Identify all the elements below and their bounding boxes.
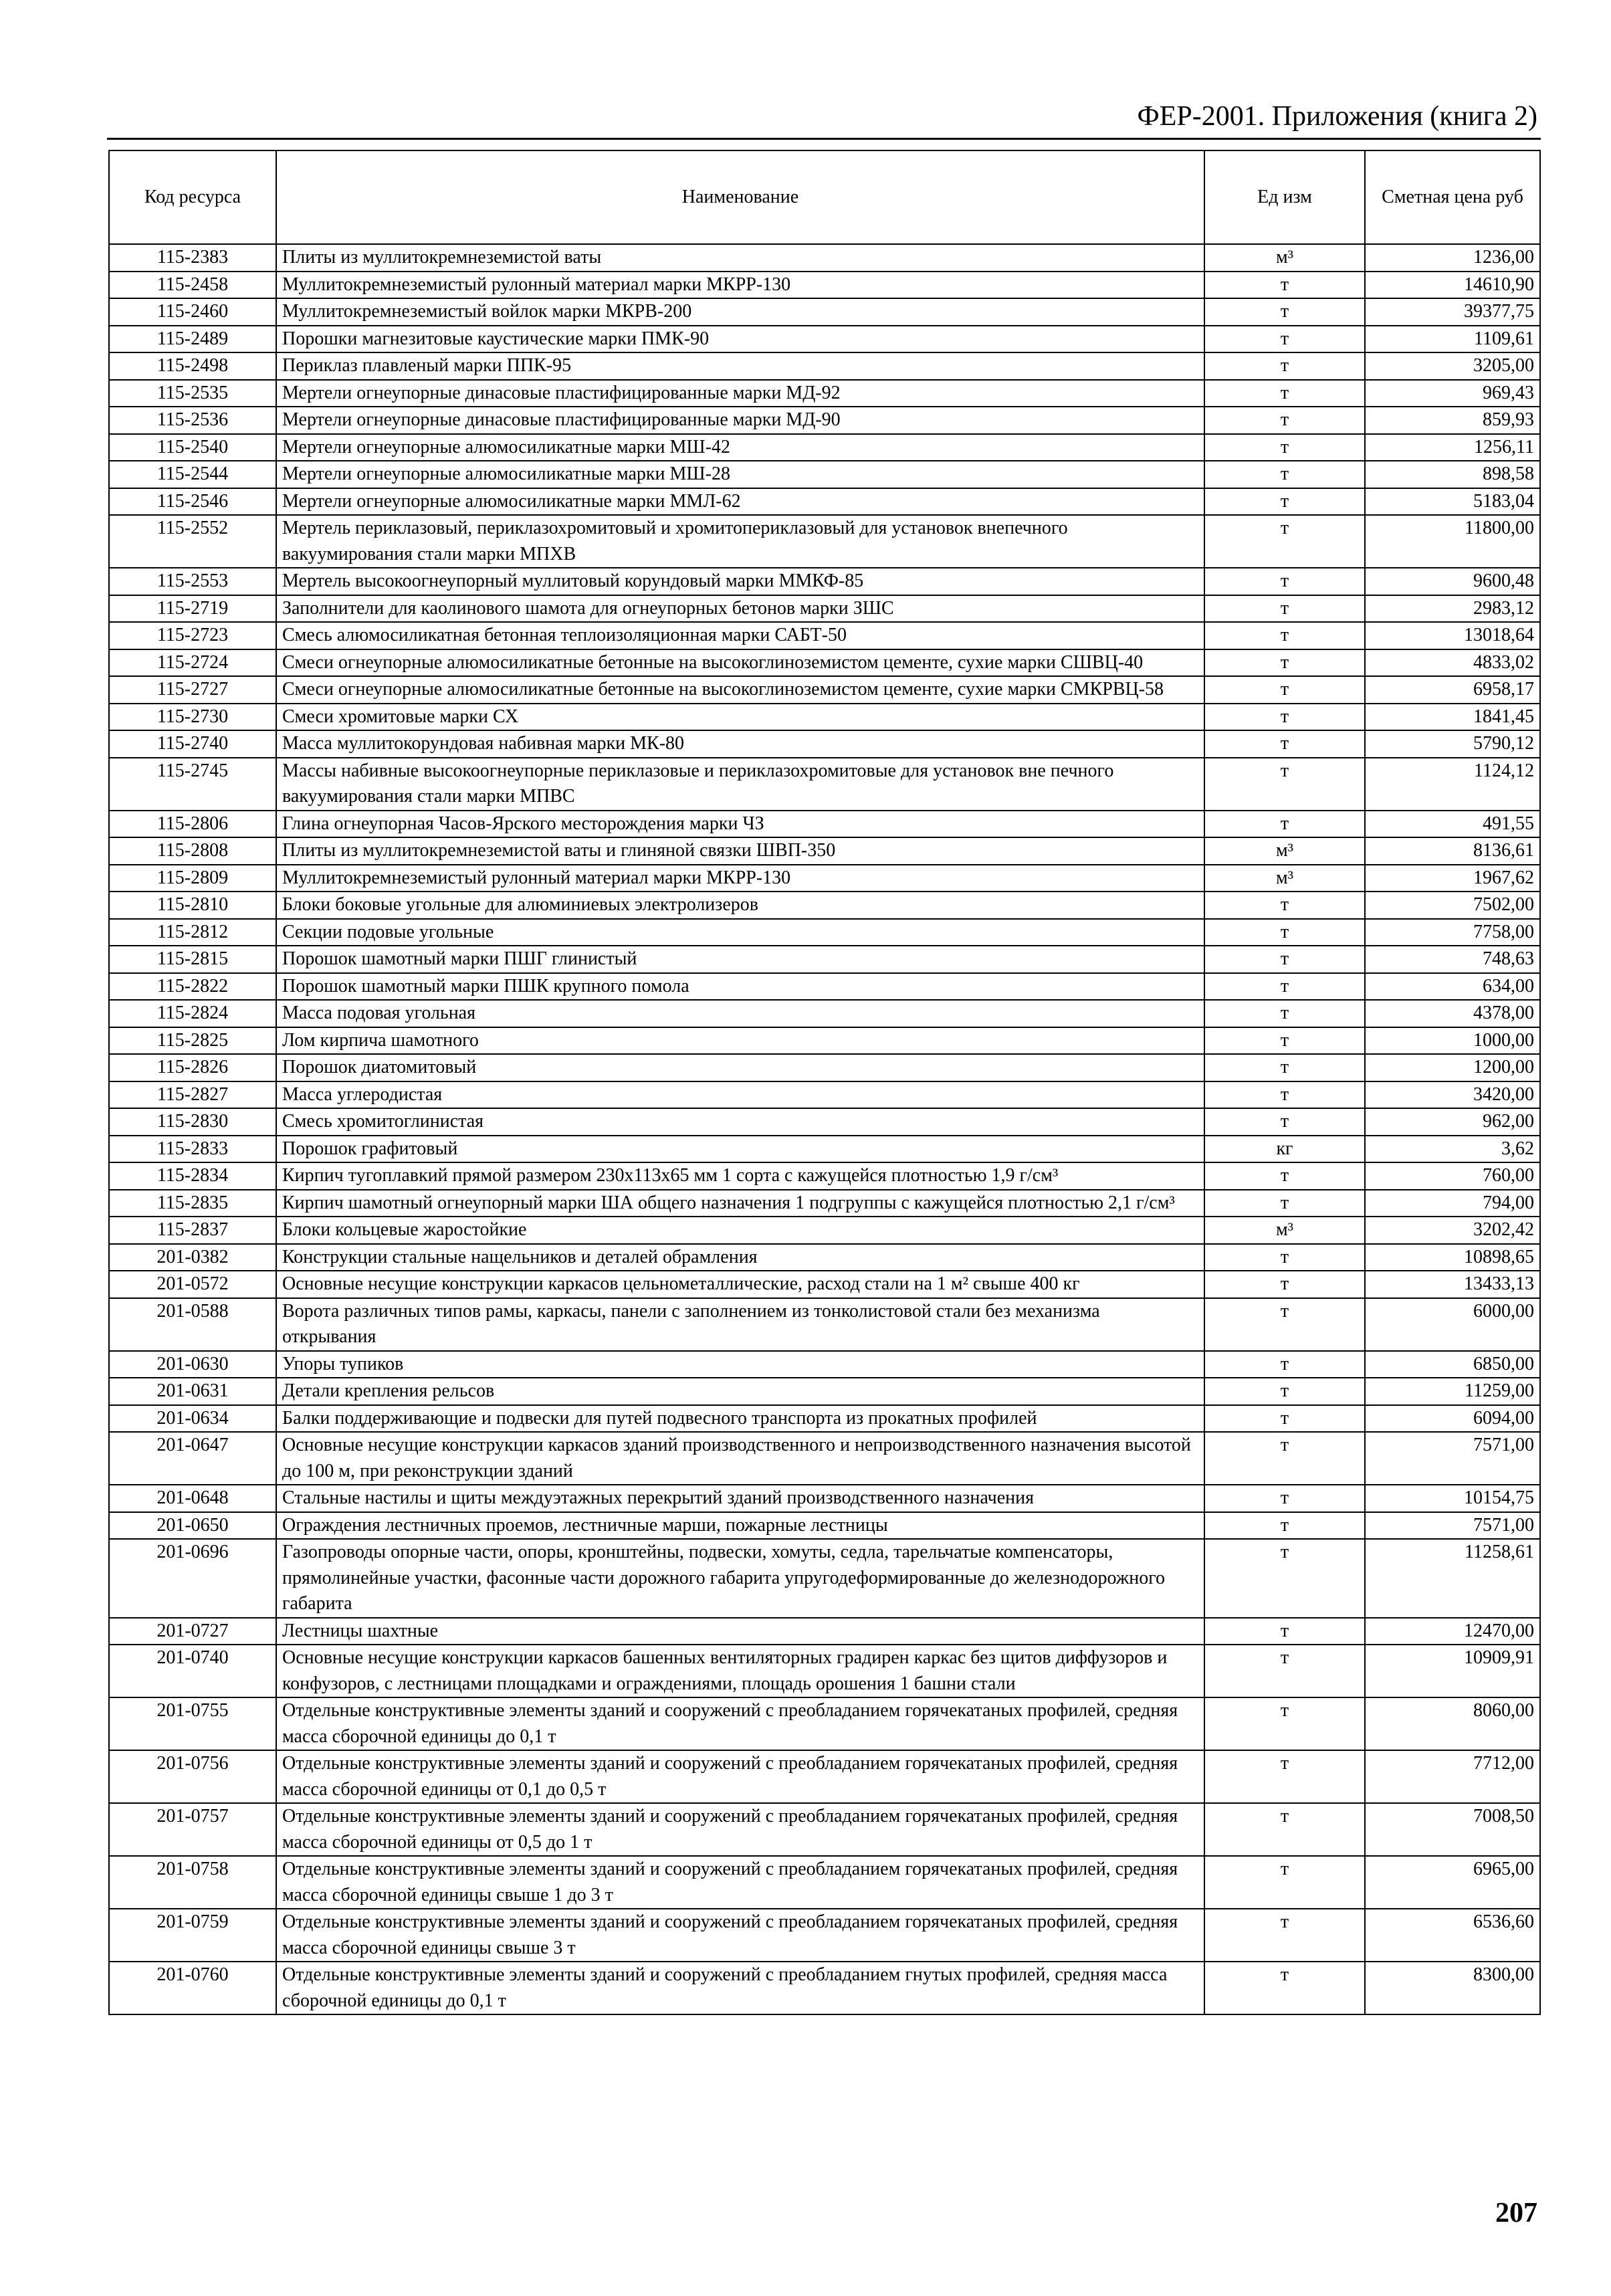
cell-unit: т [1204,1000,1365,1027]
cell-unit: т [1204,973,1365,1001]
cell-name: Мертели огнеупорные алюмосиликатные марки ММЛ-62 [276,488,1204,516]
table-row [109,730,1540,758]
cell-price: 5790,12 [1365,730,1540,758]
cell-name: Мертели огнеупорные динасовые пластифицированные марки МД-90 [276,407,1204,434]
table-body [109,244,1540,2014]
cell-unit: т [1204,622,1365,649]
table-row [109,1081,1540,1109]
cell-price: 7571,00 [1365,1432,1540,1485]
cell-unit: т [1204,461,1365,488]
cell-name: Заполнители для каолинового шамота для огнеупорных бетонов марки ЗШС [276,595,1204,623]
table-row [109,1054,1540,1081]
cell-price: 634,00 [1365,973,1540,1001]
cell-unit: т [1204,1162,1365,1190]
cell-price: 11258,61 [1365,1539,1540,1618]
cell-code: 115-2552 [109,515,276,568]
table-row [109,1271,1540,1298]
cell-name: Газопроводы опорные части, опоры, кронштейны, подвески, хомуты, седла, тарельчатые компенсаторы, прямолинейные участки, фасонные части дорожного габарита упругодеформированные до железнодорожного габарита [276,1539,1204,1618]
cell-name: Масса муллитокорундовая набивная марки МК-80 [276,730,1204,758]
cell-price: 6094,00 [1365,1405,1540,1433]
cell-price: 10898,65 [1365,1244,1540,1271]
cell-unit: т [1204,407,1365,434]
cell-unit: т [1204,380,1365,407]
cell-unit: т [1204,1750,1365,1803]
cell-name: Отдельные конструктивные элементы зданий и сооружений с преобладанием горячекатаных профилей, средняя масса сборочной единицы от 0,5 до 1 т [276,1803,1204,1856]
table-row [109,407,1540,434]
table-row [109,1645,1540,1697]
table-row [109,326,1540,353]
cell-unit: т [1204,595,1365,623]
cell-price: 1256,11 [1365,434,1540,461]
cell-code: 201-0588 [109,1298,276,1351]
cell-price: 6958,17 [1365,676,1540,704]
cell-name: Детали крепления рельсов [276,1378,1204,1405]
header-rule [107,138,1541,140]
cell-price: 1236,00 [1365,244,1540,272]
cell-name: Порошок шамотный марки ПШГ глинистый [276,946,1204,973]
cell-code: 115-2723 [109,622,276,649]
table-row [109,1856,1540,1909]
table-row [109,865,1540,892]
cell-name: Ворота различных типов рамы, каркасы, панели с заполнением из тонколистовой стали без механизма открывания [276,1298,1204,1351]
cell-code: 201-0758 [109,1856,276,1909]
cell-name: Муллитокремнеземистый рулонный материал марки МКРР-130 [276,865,1204,892]
cell-unit: т [1204,488,1365,516]
cell-unit: кг [1204,1136,1365,1163]
cell-price: 39377,75 [1365,298,1540,326]
cell-unit: т [1204,272,1365,299]
cell-code: 201-0759 [109,1909,276,1962]
cell-price: 969,43 [1365,380,1540,407]
cell-price: 6000,00 [1365,1298,1540,1351]
cell-price: 491,55 [1365,811,1540,838]
cell-unit: т [1204,434,1365,461]
column-header-name: Наименование [276,150,1204,244]
cell-name: Ограждения лестничных проемов, лестничные марши, пожарные лестницы [276,1512,1204,1540]
table-row [109,622,1540,649]
table-row [109,649,1540,677]
cell-code: 115-2553 [109,568,276,595]
cell-unit: т [1204,1856,1365,1909]
cell-unit: т [1204,1485,1365,1512]
cell-unit: т [1204,1645,1365,1697]
cell-price: 6965,00 [1365,1856,1540,1909]
table-row [109,352,1540,380]
cell-price: 5183,04 [1365,488,1540,516]
cell-unit: т [1204,298,1365,326]
table-row [109,811,1540,838]
cell-code: 115-2489 [109,326,276,353]
cell-price: 11800,00 [1365,515,1540,568]
cell-code: 115-2727 [109,676,276,704]
cell-unit: т [1204,1405,1365,1433]
cell-price: 7571,00 [1365,1512,1540,1540]
cell-code: 115-2834 [109,1162,276,1190]
cell-code: 201-0650 [109,1512,276,1540]
cell-name: Секции подовые угольные [276,919,1204,946]
cell-price: 9600,48 [1365,568,1540,595]
cell-name: Мертели огнеупорные динасовые пластифицированные марки МД-92 [276,380,1204,407]
cell-code: 201-0634 [109,1405,276,1433]
cell-unit: т [1204,515,1365,568]
cell-price: 1200,00 [1365,1054,1540,1081]
cell-name: Блоки боковые угольные для алюминиевых электролизеров [276,892,1204,919]
cell-price: 8136,61 [1365,837,1540,865]
cell-code: 201-0760 [109,1962,276,2014]
table-row [109,676,1540,704]
table-row [109,1618,1540,1645]
table-header-row [109,150,1540,244]
cell-code: 115-2544 [109,461,276,488]
cell-name: Отдельные конструктивные элементы зданий и сооружений с преобладанием горячекатаных профилей, средняя масса сборочной единицы свыше 1 до 3 т [276,1856,1204,1909]
cell-name: Кирпич тугоплавкий прямой размером 230х113х65 мм 1 сорта с кажущейся плотностью 1,9 г/см³ [276,1162,1204,1190]
cell-price: 1841,45 [1365,704,1540,731]
cell-code: 201-0630 [109,1351,276,1378]
cell-unit: т [1204,568,1365,595]
cell-name: Мертель высокоогнеупорный муллитовый корундовый марки ММКФ-85 [276,568,1204,595]
cell-code: 201-0648 [109,1485,276,1512]
table-row [109,1378,1540,1405]
page-number: 207 [1495,2198,1537,2228]
cell-unit: т [1204,1909,1365,1962]
cell-name: Отдельные конструктивные элементы зданий и сооружений с преобладанием гнутых профилей, средняя масса сборочной единицы до 0,1 т [276,1962,1204,2014]
cell-code: 115-2822 [109,973,276,1001]
table-row [109,973,1540,1001]
cell-unit: т [1204,1697,1365,1750]
cell-name: Глина огнеупорная Часов-Ярского месторождения марки ЧЗ [276,811,1204,838]
cell-code: 115-2540 [109,434,276,461]
cell-price: 962,00 [1365,1108,1540,1136]
cell-price: 1124,12 [1365,758,1540,811]
cell-code: 115-2536 [109,407,276,434]
cell-unit: т [1204,1378,1365,1405]
cell-price: 10154,75 [1365,1485,1540,1512]
cell-price: 6536,60 [1365,1909,1540,1962]
cell-code: 115-2535 [109,380,276,407]
cell-name: Блоки кольцевые жаростойкие [276,1217,1204,1244]
cell-unit: т [1204,1271,1365,1298]
cell-name: Муллитокремнеземистый рулонный материал марки МКРР-130 [276,272,1204,299]
cell-unit: т [1204,704,1365,731]
cell-name: Отдельные конструктивные элементы зданий и сооружений с преобладанием горячекатаных профилей, средняя масса сборочной единицы от 0,1 до 0,5 т [276,1750,1204,1803]
table-row [109,1217,1540,1244]
cell-name: Отдельные конструктивные элементы зданий и сооружений с преобладанием горячекатаных профилей, средняя масса сборочной единицы до 0,1 т [276,1697,1204,1750]
table-row [109,1750,1540,1803]
table-row [109,1027,1540,1055]
cell-unit: т [1204,1512,1365,1540]
cell-name: Порошки магнезитовые каустические марки ПМК-90 [276,326,1204,353]
cell-name: Порошок диатомитовый [276,1054,1204,1081]
cell-unit: т [1204,946,1365,973]
cell-name: Лом кирпича шамотного [276,1027,1204,1055]
cell-price: 14610,90 [1365,272,1540,299]
cell-code: 115-2837 [109,1217,276,1244]
cell-name: Периклаз плавленый марки ППК-95 [276,352,1204,380]
cell-unit: т [1204,811,1365,838]
cell-unit: т [1204,649,1365,677]
cell-price: 760,00 [1365,1162,1540,1190]
cell-code: 201-0755 [109,1697,276,1750]
table-row [109,837,1540,865]
cell-code: 115-2498 [109,352,276,380]
cell-code: 115-2458 [109,272,276,299]
table-row [109,1351,1540,1378]
cell-unit: т [1204,1618,1365,1645]
cell-name: Масса подовая угольная [276,1000,1204,1027]
cell-price: 1000,00 [1365,1027,1540,1055]
cell-code: 201-0647 [109,1432,276,1485]
cell-code: 115-2546 [109,488,276,516]
cell-unit: т [1204,1108,1365,1136]
cell-name: Кирпич шамотный огнеупорный марки ША общего назначения 1 подгруппы с кажущейся плотностью 2,1 г/см³ [276,1190,1204,1217]
cell-name: Смеси огнеупорные алюмосиликатные бетонные на высокоглиноземистом цементе, сухие марки СШВЦ-40 [276,649,1204,677]
cell-name: Мертели огнеупорные алюмосиликатные марки МШ-28 [276,461,1204,488]
cell-code: 201-0757 [109,1803,276,1856]
table-row [109,380,1540,407]
table-row [109,515,1540,568]
cell-code: 201-0756 [109,1750,276,1803]
cell-code: 115-2808 [109,837,276,865]
cell-code: 115-2809 [109,865,276,892]
cell-name: Основные несущие конструкции каркасов цельнометаллические, расход стали на 1 м² свыше 400 кг [276,1271,1204,1298]
cell-name: Порошок графитовый [276,1136,1204,1163]
table-row [109,1405,1540,1433]
table-row [109,1432,1540,1485]
cell-unit: т [1204,1081,1365,1109]
cell-unit: т [1204,326,1365,353]
cell-name: Мертели огнеупорные алюмосиликатные марки МШ-42 [276,434,1204,461]
cell-price: 748,63 [1365,946,1540,973]
table-row [109,919,1540,946]
cell-price: 1109,61 [1365,326,1540,353]
cell-name: Балки поддерживающие и подвески для путей подвесного транспорта из прокатных профилей [276,1405,1204,1433]
cell-unit: т [1204,1298,1365,1351]
cell-price: 13433,13 [1365,1271,1540,1298]
table-row [109,704,1540,731]
cell-code: 115-2810 [109,892,276,919]
cell-name: Лестницы шахтные [276,1618,1204,1645]
cell-name: Основные несущие конструкции каркасов зданий производственного и непроизводственного назначения высотой до 100 м, при реконструкции зданий [276,1432,1204,1485]
column-header-price: Сметная цена руб [1365,150,1540,244]
cell-code: 115-2740 [109,730,276,758]
cell-price: 3202,42 [1365,1217,1540,1244]
table-row [109,272,1540,299]
cell-name: Упоры тупиков [276,1351,1204,1378]
cell-unit: м³ [1204,865,1365,892]
cell-name: Масса углеродистая [276,1081,1204,1109]
table-row [109,1697,1540,1750]
cell-unit: т [1204,352,1365,380]
table-row [109,1539,1540,1618]
cell-price: 10909,91 [1365,1645,1540,1697]
cell-code: 115-2383 [109,244,276,272]
cell-price: 3420,00 [1365,1081,1540,1109]
cell-unit: т [1204,1190,1365,1217]
cell-unit: т [1204,730,1365,758]
cell-code: 201-0631 [109,1378,276,1405]
cell-code: 115-2719 [109,595,276,623]
table-row [109,946,1540,973]
cell-unit: т [1204,1962,1365,2014]
cell-code: 115-2825 [109,1027,276,1055]
cell-unit: т [1204,1027,1365,1055]
cell-name: Плиты из муллитокремнеземистой ваты [276,244,1204,272]
cell-price: 794,00 [1365,1190,1540,1217]
cell-code: 201-0572 [109,1271,276,1298]
cell-unit: м³ [1204,244,1365,272]
cell-name: Смесь хромитоглинистая [276,1108,1204,1136]
cell-name: Конструкции стальные нащельников и деталей обрамления [276,1244,1204,1271]
cell-code: 115-2833 [109,1136,276,1163]
cell-price: 7758,00 [1365,919,1540,946]
cell-code: 115-2815 [109,946,276,973]
cell-unit: т [1204,1432,1365,1485]
column-header-code: Код ресурса [109,150,276,244]
cell-code: 115-2806 [109,811,276,838]
cell-code: 115-2830 [109,1108,276,1136]
cell-price: 3,62 [1365,1136,1540,1163]
cell-code: 201-0727 [109,1618,276,1645]
cell-code: 115-2745 [109,758,276,811]
table-row [109,1108,1540,1136]
cell-code: 115-2460 [109,298,276,326]
cell-unit: т [1204,892,1365,919]
cell-price: 4378,00 [1365,1000,1540,1027]
cell-code: 115-2827 [109,1081,276,1109]
cell-code: 115-2826 [109,1054,276,1081]
table-row [109,1000,1540,1027]
table-row [109,892,1540,919]
cell-code: 201-0696 [109,1539,276,1618]
cell-name: Мертель периклазовый, периклазохромитовый и хромитопериклазовый для установок внепечного вакуумирования стали марки МПХВ [276,515,1204,568]
cell-name: Плиты из муллитокремнеземистой ваты и глиняной связки ШВП-350 [276,837,1204,865]
table-row [109,244,1540,272]
cell-unit: т [1204,919,1365,946]
table-row [109,1162,1540,1190]
table-row [109,434,1540,461]
cell-unit: м³ [1204,837,1365,865]
cell-price: 7712,00 [1365,1750,1540,1803]
table-row [109,1512,1540,1540]
cell-price: 13018,64 [1365,622,1540,649]
cell-price: 898,58 [1365,461,1540,488]
table-row [109,1190,1540,1217]
cell-name: Смесь алюмосиликатная бетонная теплоизоляционная марки САБТ-50 [276,622,1204,649]
cell-code: 201-0382 [109,1244,276,1271]
cell-price: 859,93 [1365,407,1540,434]
table-row [109,298,1540,326]
cell-price: 7502,00 [1365,892,1540,919]
cell-unit: т [1204,758,1365,811]
cell-price: 8300,00 [1365,1962,1540,2014]
cell-unit: т [1204,1244,1365,1271]
cell-price: 1967,62 [1365,865,1540,892]
cell-price: 11259,00 [1365,1378,1540,1405]
cell-unit: т [1204,1539,1365,1618]
cell-code: 115-2824 [109,1000,276,1027]
cell-name: Отдельные конструктивные элементы зданий и сооружений с преобладанием горячекатаных профилей, средняя масса сборочной единицы свыше 3 т [276,1909,1204,1962]
cell-price: 4833,02 [1365,649,1540,677]
cell-unit: м³ [1204,1217,1365,1244]
cell-unit: т [1204,1054,1365,1081]
page-header-title: ФЕР-2001. Приложения (книга 2) [1137,101,1537,132]
resource-price-table [108,150,1541,2015]
cell-name: Муллитокремнеземистый войлок марки МКРВ-200 [276,298,1204,326]
cell-price: 2983,12 [1365,595,1540,623]
cell-price: 7008,50 [1365,1803,1540,1856]
cell-price: 3205,00 [1365,352,1540,380]
cell-code: 115-2835 [109,1190,276,1217]
cell-price: 6850,00 [1365,1351,1540,1378]
cell-name: Основные несущие конструкции каркасов башенных вентиляторных градирен каркас без щитов диффузоров и конфузоров, с лестницами площадками и ограждениями, площадь орошения 1 башни стали [276,1645,1204,1697]
table-row [109,1909,1540,1962]
cell-code: 115-2812 [109,919,276,946]
cell-unit: т [1204,1351,1365,1378]
table-row [109,461,1540,488]
cell-price: 8060,00 [1365,1697,1540,1750]
table-row [109,758,1540,811]
cell-code: 115-2730 [109,704,276,731]
table-row [109,1136,1540,1163]
cell-unit: т [1204,1803,1365,1856]
table-row [109,1485,1540,1512]
cell-code: 115-2724 [109,649,276,677]
cell-name: Массы набивные высокоогнеупорные периклазовые и периклазохромитовые для установок вне печного вакуумирования стали марки МПВС [276,758,1204,811]
table-row [109,568,1540,595]
cell-name: Смеси хромитовые марки СХ [276,704,1204,731]
table-row [109,1244,1540,1271]
table-row [109,595,1540,623]
cell-name: Стальные настилы и щиты междуэтажных перекрытий зданий производственного назначения [276,1485,1204,1512]
cell-name: Смеси огнеупорные алюмосиликатные бетонные на высокоглиноземистом цементе, сухие марки СМКРВЦ-58 [276,676,1204,704]
cell-name: Порошок шамотный марки ПШК крупного помола [276,973,1204,1001]
cell-code: 201-0740 [109,1645,276,1697]
table-row [109,488,1540,516]
table-row [109,1803,1540,1856]
table-row [109,1962,1540,2014]
table-row [109,1298,1540,1351]
cell-price: 12470,00 [1365,1618,1540,1645]
cell-unit: т [1204,676,1365,704]
column-header-unit: Ед изм [1204,150,1365,244]
